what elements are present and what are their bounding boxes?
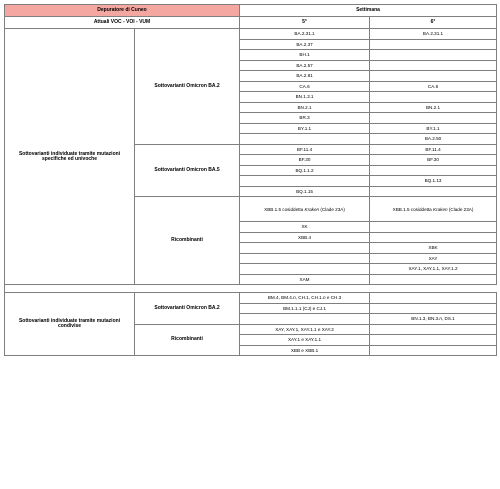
cell-w5: BA.2.81	[240, 71, 370, 82]
cell-w5: BA.2.31.1	[240, 29, 370, 40]
cell-w6	[370, 345, 497, 356]
cell-w6: BA.2.31.1	[370, 29, 497, 40]
week-6-header: 6°	[370, 17, 497, 29]
cell-w6	[370, 335, 497, 346]
cell-w6	[370, 71, 497, 82]
cell-w5	[240, 253, 370, 264]
spacer-cell	[5, 285, 497, 293]
cell-w5: BA.2.57	[240, 60, 370, 71]
cell-w6	[370, 222, 497, 233]
cell-w6: CA.6	[370, 81, 497, 92]
cell-w6: BY.1.1	[370, 123, 497, 134]
settimana-header: Settimana	[240, 5, 497, 17]
cell-w6: XBB.1.5 cosiddetta Kraken (Clade 23A)	[370, 197, 497, 222]
cell-w5: XBB.1.5 cosiddetta Kraken (Clade 23A)	[240, 197, 370, 222]
cell-w5: XBB.4	[240, 232, 370, 243]
cell-w5: BN.1.3.1	[240, 92, 370, 103]
cell-w6	[370, 186, 497, 197]
cell-w6: XAY.1, XAY.1.1, XAY.1.2	[370, 264, 497, 275]
group-ric-label: Ricombinanti	[135, 197, 240, 285]
cell-w5: BM.4, BM.4.n, CH.1, CH.1.n e CH.3	[240, 293, 370, 304]
cell-w6	[370, 60, 497, 71]
cell-w6	[370, 50, 497, 61]
cell-w5: BA.2.37	[240, 39, 370, 50]
cell-w6: BQ.1.13	[370, 176, 497, 187]
cell-w6: XBK	[370, 243, 497, 254]
cell-w6: BF.11.4	[370, 144, 497, 155]
group-ric-shared-label: Ricombinanti	[135, 324, 240, 356]
cell-w6	[370, 232, 497, 243]
week-5-header: 5°	[240, 17, 370, 29]
cell-w5: BH.1	[240, 50, 370, 61]
title-cell: Depuratore di Cuneo	[5, 5, 240, 17]
cell-w6: BA.2.50	[370, 134, 497, 145]
variants-table	[4, 4, 497, 356]
cell-w5: BF.11.4	[240, 144, 370, 155]
table-row	[5, 29, 497, 40]
group-ba5-label: Sottovarianti Omicron BA.5	[135, 144, 240, 197]
table-row	[5, 293, 497, 304]
cell-w5: BF.30	[240, 155, 370, 166]
cell-w6: BN.2.1	[370, 102, 497, 113]
cell-w5: BQ.1.1.2	[240, 165, 370, 176]
group-ba2-label: Sottovarianti Omicron BA.2	[135, 29, 240, 145]
section-specific-label: Sottovarianti individuate tramite mutazioni specifiche ed univoche	[5, 29, 135, 285]
cell-w5: BQ.1.15	[240, 186, 370, 197]
cell-w5	[240, 134, 370, 145]
section-shared-label: Sottovarianti individuate tramite mutazioni condivise	[5, 293, 135, 356]
cell-w6	[370, 113, 497, 124]
cell-w5: XAY, XAY.1, XAY.1.1 e XAY.2	[240, 324, 370, 335]
cell-w5: XBB e XBB.1	[240, 345, 370, 356]
cell-w5: XAY.1 e XAY.1.1	[240, 335, 370, 346]
cell-w5: BY.1.1	[240, 123, 370, 134]
cell-w5	[240, 314, 370, 325]
cell-w5: BM.1.1.1 (CJ) e CJ.1	[240, 303, 370, 314]
cell-w5: CA.6	[240, 81, 370, 92]
group-ba2-shared-label: Sottovarianti Omicron BA.2	[135, 293, 240, 325]
header-row-1	[5, 5, 497, 17]
section-spacer	[5, 285, 497, 293]
cell-w6	[370, 303, 497, 314]
cell-w6: XAY	[370, 253, 497, 264]
subtitle-cell: Attuali VOC - VOI - VUM	[5, 17, 240, 29]
cell-w6: BF.30	[370, 155, 497, 166]
cell-w5	[240, 264, 370, 275]
cell-w5: XAM	[240, 274, 370, 285]
cell-w5: XK	[240, 222, 370, 233]
cell-w6	[370, 39, 497, 50]
header-row-2	[5, 17, 497, 29]
cell-w5	[240, 176, 370, 187]
cell-w6	[370, 274, 497, 285]
cell-w5	[240, 243, 370, 254]
cell-w6	[370, 324, 497, 335]
cell-w5: BN.2.1	[240, 102, 370, 113]
cell-w5: BR.3	[240, 113, 370, 124]
cell-w6	[370, 92, 497, 103]
cell-w6	[370, 293, 497, 304]
cell-w6: BN.1.3, BN.3.n, DS.1	[370, 314, 497, 325]
cell-w6	[370, 165, 497, 176]
